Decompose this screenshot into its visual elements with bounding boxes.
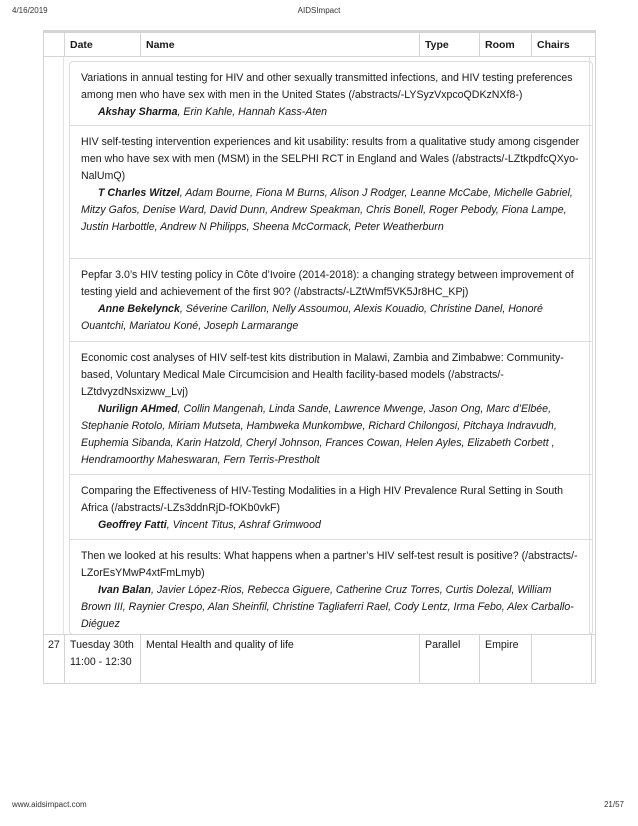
abstract-title: Pepfar 3.0’s HIV testing policy in Côte d’Ivoire (2014-2018): a changing strategy between improvement of testing yield and achievement of the first 90? — [81, 269, 574, 298]
abstract-authors — [81, 185, 580, 236]
abstract-presenter: Geoffrey Fatti — [98, 519, 167, 531]
session-date: Tuesday 30th 11:00 - 12:30 — [64, 635, 140, 683]
abstract-item — [70, 62, 592, 126]
abstract-list — [69, 61, 593, 635]
abstract-link[interactable]: (/abstracts/-LYSyzVxpcoQDKzNXf8-) — [348, 89, 523, 101]
abstract-link[interactable]: (/abstracts/-LZs3ddnRjD-fOKb0vkF) — [111, 502, 281, 514]
session-name: Mental Health and quality of life — [140, 635, 419, 683]
abstract-item — [70, 126, 592, 259]
abstract-link[interactable]: (/abstracts/-LZorEsYMwP4xtFmLmyb) — [81, 550, 578, 579]
schedule-table — [43, 30, 596, 684]
abstract-link[interactable]: (/abstracts/-LZtdvyzdNsxizww_Lvj) — [81, 369, 504, 398]
abstract-item — [70, 475, 592, 540]
abstract-title: Variations in annual testing for HIV and other sexually transmitted infections, and HIV testing preferences among men who have sex with men in the United States — [81, 72, 573, 101]
abstract-coauthors: , Adam Bourne, Fiona M Burns, Alison J Rodger, Leanne McCabe, Michelle Gabriel, Mitzy Gafos, Denise Ward, David Dunn, Andrew Speakman, Chris Bonell, Roger Pebody, Fiona Lampe, Justin Harbottle, Andrew N Philipps, Sheena McCormack, Peter Weatherburn — [81, 187, 573, 233]
abstract-item — [70, 259, 592, 342]
abstract-coauthors: , Collin Mangenah, Linda Sande, Lawrence Mwenge, Jason Ong, Marc d’Elbée, Stephanie Rotolo, Miriam Mutseta, Hambweka Munkombwe, Richard Chilongosi, Pitchaya Indravudh, Euphemia Sibanda, Karin Hatzold, Cheryl Johnson, Frances Cowan, Helen Ayles, Elizabeth Corbett , Hendramoorthy Maheswaran, Fern Terris-Prestholt — [81, 403, 557, 466]
print-footer — [0, 800, 638, 812]
print-url: www.aidsimpact.com — [12, 800, 87, 809]
abstract-presenter: Nurilign AHmed — [98, 403, 178, 415]
header-chairs: Chairs — [531, 33, 591, 57]
print-date: 4/16/2019 — [12, 6, 48, 15]
table-header-row — [43, 30, 596, 57]
header-name: Name — [140, 33, 419, 57]
abstract-authors — [81, 301, 580, 335]
row-number-cell — [44, 57, 64, 634]
abstract-presenter: Ivan Balan — [98, 584, 151, 596]
abstract-title: Economic cost analyses of HIV self-test kits distribution in Malawi, Zambia and Zimbabwe: Community-based, Voluntary Medical Male Circumcision and Health facility-based models — [81, 352, 564, 381]
table-row — [43, 634, 596, 684]
print-title: AIDSImpact — [297, 6, 341, 15]
abstract-authors — [81, 401, 580, 469]
page-number: 21/57 — [603, 800, 624, 809]
abstract-title: Then we looked at his results: What happens when a partner’s HIV self-test result is positive? — [81, 550, 519, 562]
abstract-link[interactable]: (/abstracts/-LZtkpdfcQXyo-NalUmQ) — [81, 153, 579, 182]
abstract-authors — [81, 517, 580, 534]
session-chairs — [531, 635, 591, 683]
session-type: Parallel — [419, 635, 479, 683]
abstract-presenter: Akshay Sharma — [98, 106, 178, 118]
abstract-presenter: Anne Bekelynck — [98, 303, 180, 315]
header-date: Date — [64, 33, 140, 57]
header-type: Type — [419, 33, 479, 57]
session-end-cell — [591, 635, 597, 683]
abstract-item — [70, 540, 592, 634]
abstract-presenter: T Charles Witzel — [98, 187, 180, 199]
abstract-coauthors: , Javier López-Rios, Rebecca Giguere, Catherine Cruz Torres, Curtis Dolezal, William Brown III, Raynier Crespo, Alan Sheinfil, Christine Tagliaferri Rael, Cody Lentz, Irma Febo, Alex Carballo-Diéguez — [81, 584, 574, 630]
abstract-coauthors: , Erin Kahle, Hannah Kass-Aten — [177, 106, 328, 118]
print-header — [0, 6, 638, 18]
abstract-authors — [81, 104, 580, 121]
abstract-title: Comparing the Effectiveness of HIV-Testing Modalities in a High HIV Prevalence Rural Setting in South Africa — [81, 485, 564, 514]
abstract-title: HIV self-testing intervention experiences and kit usability: results from a qualitative study among cisgender men who have sex with men (MSM) in the SELPHI RCT in England and Wales — [81, 136, 580, 165]
abstract-link[interactable]: (/abstracts/-LZtWmf5VK5Jr8HC_KPj) — [293, 286, 469, 298]
session-number: 27 — [48, 639, 60, 651]
abstract-item — [70, 342, 592, 475]
abstract-coauthors: , Séverine Carillon, Nelly Assoumou, Alexis Kouadio, Christine Danel, Honoré Ouantchi, Mariatou Koné, Joseph Larmarange — [81, 303, 543, 332]
abstract-authors — [81, 582, 580, 633]
abstract-coauthors: , Vincent Titus, Ashraf Grimwood — [166, 519, 321, 531]
header-room: Room — [479, 33, 531, 57]
session-room: Empire — [479, 635, 531, 683]
